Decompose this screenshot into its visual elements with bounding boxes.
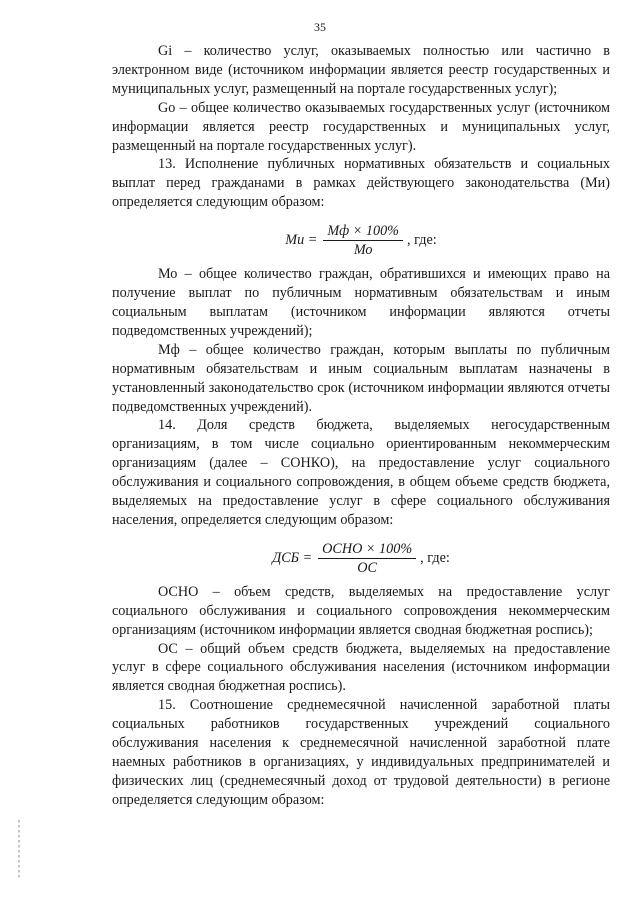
paragraph-mo: Мо – общее количество граждан, обратившихся и имеющих право на получение выплат по публичным нормативным обязательствам и иным социальным выплатам (источником информации являются отчеты подведомственных учреждений); <box>112 266 610 339</box>
formula-dsb <box>112 540 610 577</box>
formula-dsb-fraction <box>318 540 416 577</box>
paragraph-mf: Мф – общее количество граждан, которым выплаты по публичным нормативным обязательствам и иным социальным выплатам назначены в установленный законодательство срок (источником информации являются отчеты подведомственных учреждений). <box>112 341 610 415</box>
formula-mi-numerator: Мф × 100% <box>323 222 403 241</box>
formula-mi-fraction <box>323 222 403 259</box>
paragraph-osno: ОСНО – объем средств, выделяемых на предоставление услуг социального обслуживания и социального сопровождения некоммерческим организациям (источником информации является сводная бюджетная роспись); <box>112 583 610 638</box>
scan-margin-marks <box>18 820 20 880</box>
formula-mi-denominator: Мо <box>353 242 373 259</box>
paragraph-14: 14. Доля средств бюджета, выделяемых негосударственным организациям, в том числе социально ориентированным некоммерческим организациям (далее – СОНКО), на предоставление услуг социального обслуживания и социального сопровождения, в общем объеме средств бюджета, выделяемых на предоставление услуг в сфере социального обслуживания населения, определяется следующим образом: <box>112 417 610 528</box>
paragraph-13: 13. Исполнение публичных нормативных обязательств и социальных выплат перед гражданами в рамках действующего законодательства (Ми) определяется следующим образом: <box>112 156 610 211</box>
formula-mi-suffix: , где: <box>407 232 437 249</box>
document-body <box>112 42 610 810</box>
formula-mi-lhs: Ми = <box>285 232 318 249</box>
paragraph-os: ОС – общий объем средств бюджета, выделяемых на предоставление услуг в сфере социального обслуживания населения (источником информации является сводная бюджетная роспись). <box>112 640 610 695</box>
formula-dsb-lhs: ДСБ = <box>272 549 313 566</box>
paragraph-gi: Gi – количество услуг, оказываемых полностью или частично в электронном виде (источником информации является реестр государственных и муниципальных услуг, размещенный на портале государственных услуг); <box>112 43 610 97</box>
paragraph-go: Go – общее количество оказываемых государственных услуг (источником информации является реестр государственных и муниципальных услуг, размещенный на портале государственных услуг). <box>112 99 610 154</box>
formula-dsb-suffix: , где: <box>420 549 450 566</box>
formula-dsb-denominator: ОС <box>357 559 378 576</box>
formula-dsb-numerator: ОСНО × 100% <box>318 540 416 559</box>
page-number: 35 <box>314 20 326 34</box>
formula-mi <box>112 222 610 259</box>
paragraph-15: 15. Соотношение среднемесячной начисленной заработной платы социальных работников государственных учреждений социального обслуживания населения к среднемесячной начисленной заработной плате наемных работников в организациях, у индивидуальных предпринимателей и физических лиц (среднемесячный доход от трудовой деятельности) в регионе определяется следующим образом: <box>112 697 610 808</box>
